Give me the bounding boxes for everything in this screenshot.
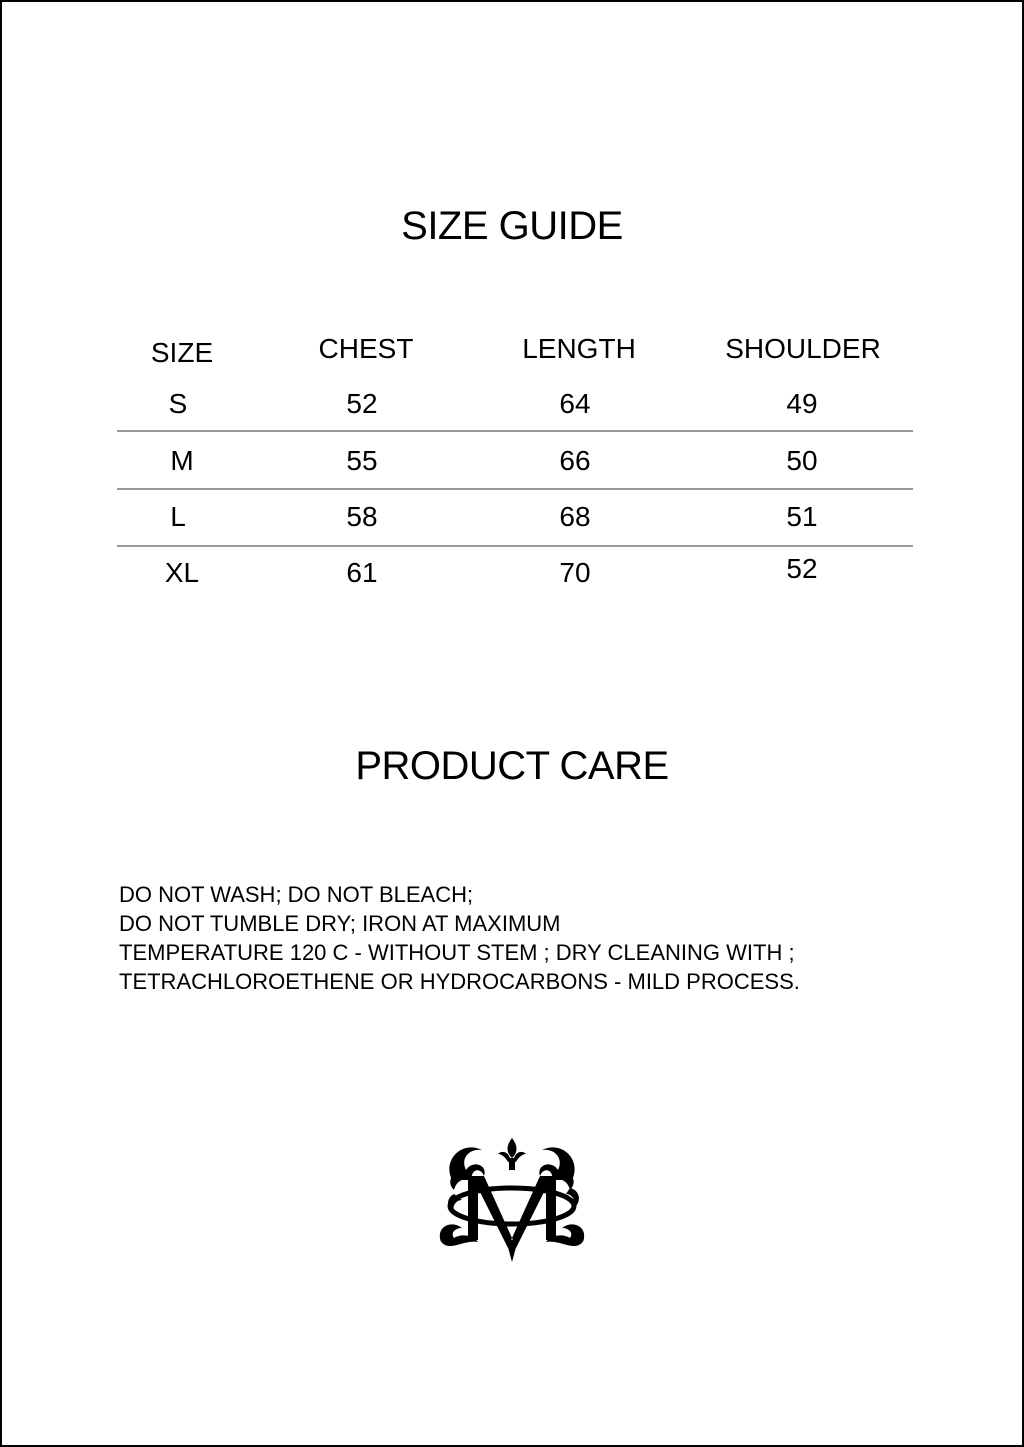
table-cell-shoulder: 51 [786, 501, 818, 532]
row-divider [117, 488, 913, 490]
table-cell-size: S [168, 388, 188, 419]
care-line: DO NOT TUMBLE DRY; IRON AT MAXIMUM [119, 911, 561, 936]
table-cell-length: 70 [559, 557, 591, 588]
table-cell-chest: 55 [346, 445, 378, 476]
care-instructions [119, 880, 800, 996]
table-cell-size: M [170, 445, 194, 476]
care-line: TETRACHLOROETHENE OR HYDROCARBONS - MILD PROCESS. [119, 969, 800, 994]
column-header-shoulder: SHOULDER [725, 333, 881, 364]
table-cell-size: L [170, 501, 186, 532]
column-header-chest: CHEST [318, 333, 414, 364]
row-divider [117, 430, 913, 432]
table-cell-chest: 61 [346, 557, 378, 588]
table-cell-length: 64 [559, 388, 591, 419]
care-line: DO NOT WASH; DO NOT BLEACH; [119, 882, 474, 907]
column-header-size: SIZE [150, 337, 214, 368]
row-divider [117, 545, 913, 547]
table-cell-shoulder: 49 [786, 388, 818, 419]
table-cell-length: 66 [559, 445, 591, 476]
size-guide-title: SIZE GUIDE [401, 204, 623, 248]
table-cell-chest: 52 [346, 388, 378, 419]
table-cell-length: 68 [559, 501, 591, 532]
table-cell-chest: 58 [346, 501, 378, 532]
monogram-logo-icon [432, 1120, 592, 1265]
column-header-length: LENGTH [522, 333, 636, 364]
product-care-title: PRODUCT CARE [355, 744, 669, 788]
table-cell-shoulder: 50 [786, 445, 818, 476]
table-cell-shoulder: 52 [786, 553, 818, 584]
care-line: TEMPERATURE 120 C - WITHOUT STEM ; DRY CLEANING WITH ; [119, 940, 795, 965]
table-cell-size: XL [164, 557, 200, 588]
